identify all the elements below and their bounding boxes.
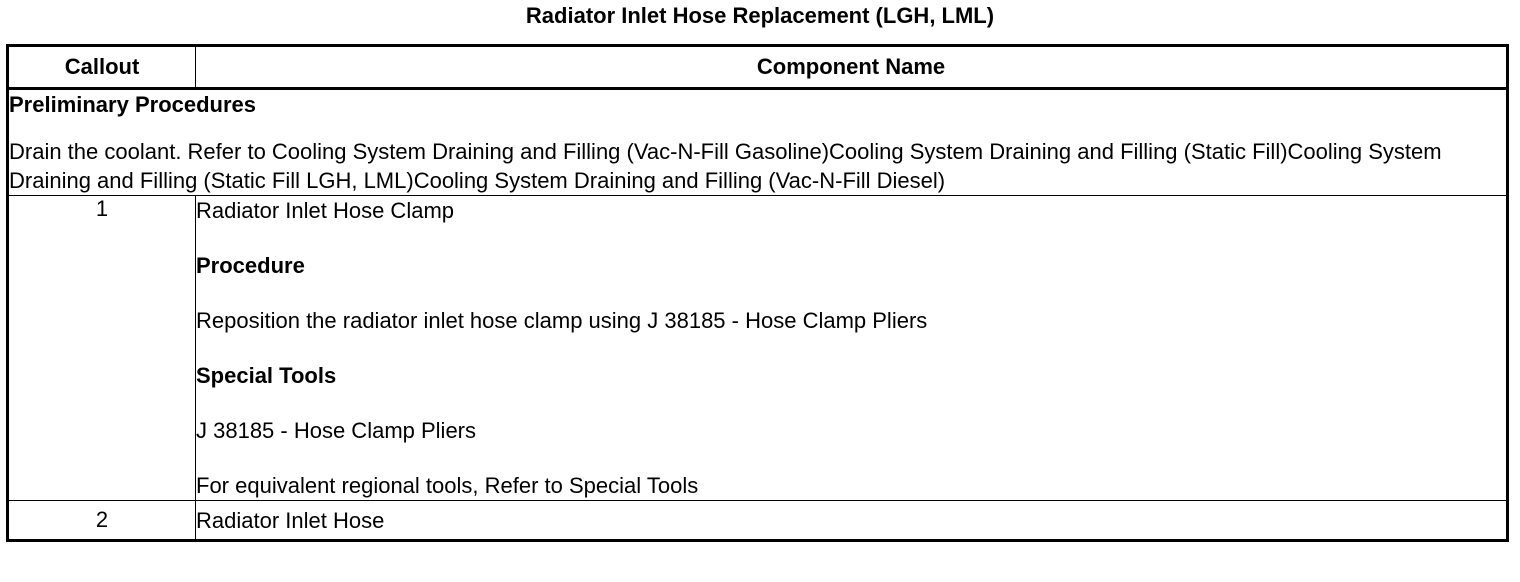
preliminary-row (8, 89, 1508, 196)
preliminary-cell (8, 89, 1508, 196)
special-tools-note: For equivalent regional tools, Refer to Special Tools (196, 473, 699, 498)
table-row (8, 501, 1508, 541)
table-header-row (8, 46, 1508, 89)
procedure-text: Reposition the radiator inlet hose clamp using J 38185 - Hose Clamp Pliers (196, 308, 928, 333)
page-title: Radiator Inlet Hose Replacement (LGH, LML) (525, 3, 995, 28)
special-tools-heading: Special Tools (196, 363, 337, 388)
component-cell (196, 196, 1508, 501)
callout-cell: 1 (8, 196, 196, 501)
procedure-table (6, 44, 1509, 542)
component-cell (196, 501, 1508, 541)
column-header-component-name: Component Name (196, 46, 1508, 89)
component-name: Radiator Inlet Hose Clamp (196, 198, 455, 223)
column-header-callout: Callout (8, 46, 196, 89)
preliminary-heading: Preliminary Procedures (9, 92, 257, 117)
procedure-heading: Procedure (196, 253, 305, 278)
preliminary-text: Drain the coolant. Refer to Cooling System Draining and Filling (Vac-N-Fill Gasoline)Cooling System Draining and Filling (Static Fill)Cooling System Draining and Filling (Static Fill LGH, LML)Cooling System Draining and Filling (Vac-N-Fill Diesel) (9, 139, 1442, 193)
component-name: Radiator Inlet Hose (196, 507, 385, 533)
special-tool: J 38185 - Hose Clamp Pliers (196, 418, 477, 443)
table-row (8, 196, 1508, 501)
callout-cell: 2 (8, 501, 196, 541)
